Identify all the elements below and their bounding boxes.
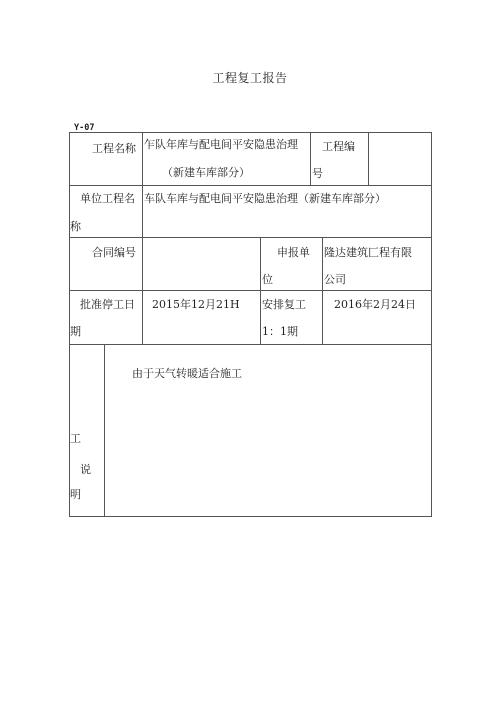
row-divider (69, 185, 432, 186)
row-divider (69, 290, 432, 291)
explanation-label-3: 明 (70, 488, 81, 501)
report-table (69, 132, 432, 517)
project-name-value-line1: 乍队年库与配电间平安隐患治理 (144, 138, 298, 151)
unit-project-label-2: 称 (70, 220, 81, 233)
project-name-label: 工程名称 (92, 142, 136, 155)
project-number-label-2: 号 (312, 167, 323, 180)
explanation-label-2: 说 (80, 463, 91, 476)
project-number-label-1: 工程编 (322, 140, 355, 153)
stop-date-label-1: 批准停工日 (80, 298, 135, 311)
applicant-value-2: 公司 (324, 273, 346, 286)
column-divider (322, 237, 323, 344)
applicant-label-2: 位 (262, 273, 273, 286)
column-divider (142, 132, 143, 344)
explanation-label-1: 工 (70, 432, 81, 445)
row-divider (69, 344, 432, 345)
contract-number-label: 合同编号 (92, 246, 136, 259)
unit-project-value: 车队车库与配电间平安隐患治理（新建车库部分） (144, 192, 386, 205)
resume-date-value: 2016年2月24日 (334, 298, 416, 311)
project-name-value-line2: （新建车库部分） (162, 166, 250, 179)
applicant-value-1: 隆达建筑匚程有限 (324, 246, 412, 259)
row-divider (69, 237, 432, 238)
resume-date-label-1: 安排复工 (262, 298, 306, 311)
column-divider (310, 132, 311, 185)
applicant-label-1: 申报单 (277, 246, 310, 259)
page-title: 工程复工报告 (212, 71, 288, 85)
column-divider (368, 132, 369, 185)
resume-date-label-2: 1：1期 (262, 325, 298, 338)
form-code: Y-07 (74, 123, 95, 133)
stop-date-label-2: 期 (70, 325, 81, 338)
unit-project-label-1: 单位工程名 (80, 192, 135, 205)
explanation-text: 由于天气转暖适合施工 (132, 367, 242, 380)
column-divider (104, 344, 105, 517)
stop-date-value: 2015年12月21H (152, 298, 240, 311)
column-divider (260, 237, 261, 344)
